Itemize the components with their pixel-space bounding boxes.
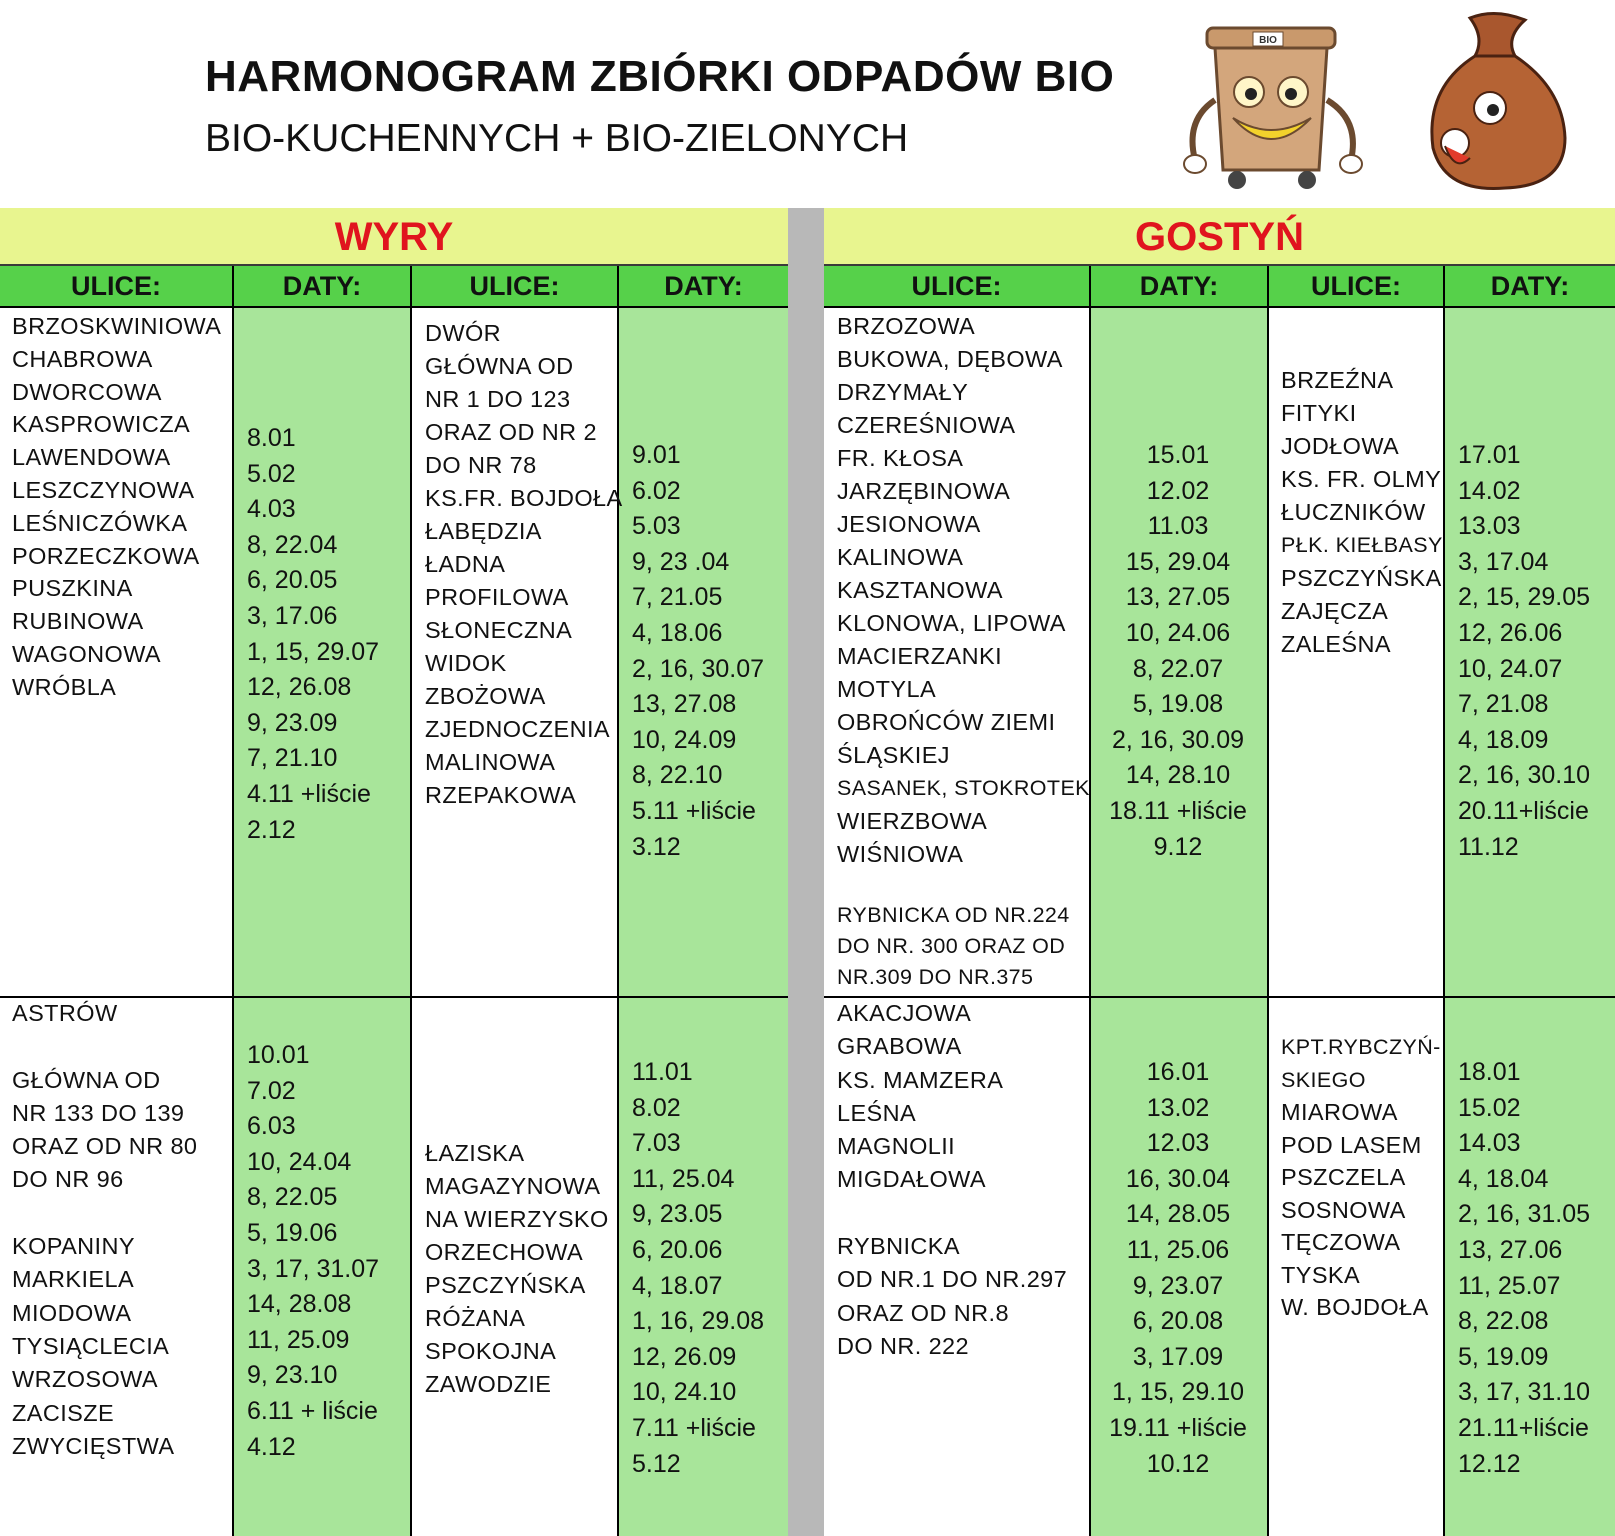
street-name: KS. FR. OLMY [1281,466,1442,492]
date-entry: 13.03 [1458,512,1521,541]
date-entry: 14.03 [1458,1129,1521,1158]
street-name: DO NR 96 [12,1166,124,1193]
date-entry: 10, 24.09 [632,725,737,754]
street-name: GŁÓWNA OD [12,1066,161,1093]
date-entry: 10.12 [1146,1449,1210,1478]
date-entry: 8, 22.08 [1458,1307,1549,1336]
date-entry: 2, 16, 30.07 [632,654,765,683]
date-entry: 6.11 + liście [247,1396,378,1425]
date-entry: 10, 24.06 [1125,618,1231,647]
date-entry: 5, 19.08 [1132,690,1224,719]
date-entry: 5.03 [632,512,681,541]
street-name: LEŚNICZÓWKA [12,509,188,536]
date-entry: 1, 16, 29.08 [632,1307,765,1336]
date-entry: 3, 17.09 [1132,1342,1224,1371]
street-name: CZEREŚNIOWA [837,412,1016,438]
date-entry: 7.03 [632,1129,681,1158]
date-entry: 14, 28.05 [1125,1200,1231,1229]
street-name: JODŁOWA [1281,433,1400,459]
street-name: ŁADNA [425,551,506,577]
street-name: ORZECHOWA [425,1239,584,1265]
date-entry: 11.01 [632,1058,693,1086]
date-entry: 14, 28.08 [247,1290,352,1319]
street-list [425,1137,609,1401]
date-entry: 8, 22.04 [247,530,338,559]
street-name: KS. MAMZERA [837,1066,1004,1093]
street-name: NR 1 DO 123 [425,386,571,412]
street-name: ZBOŻOWA [425,683,546,709]
street-name: WRZOSOWA [12,1366,158,1393]
date-entry: 2.12 [247,815,296,844]
page-title: HARMONOGRAM ZBIÓRKI ODPADÓW BIO [205,52,1115,101]
street-name: LEŚNA [837,1099,917,1126]
date-entry: 2, 16, 31.05 [1458,1200,1591,1229]
column-header-streets: ULICE: [1267,266,1443,306]
date-entry: 12.02 [1146,476,1210,505]
street-name: SPOKOJNA [425,1338,557,1364]
date-list [247,421,379,848]
street-name: W. BOJDOŁA [1281,1294,1429,1320]
street-name: CHABROWA [12,345,153,372]
date-entry: 4, 18.06 [632,618,723,647]
date-entry: 2, 15, 29.05 [1458,583,1591,612]
date-entry: 3, 17, 31.07 [247,1254,380,1283]
date-entry: 9, 23.07 [1132,1271,1224,1300]
street-name: OBROŃCÓW ZIEMI [837,709,1056,735]
date-entry: 16, 30.04 [1125,1164,1231,1193]
date-list [1089,1055,1267,1482]
street-name: ORAZ OD NR.8 [837,1299,1009,1326]
street-name: ASTRÓW [12,1000,118,1026]
date-entry: 13.02 [1146,1093,1210,1122]
date-list [247,1038,379,1465]
street-name: DRZYMAŁY [837,379,969,405]
street-name: RZEPAKOWA [425,782,577,808]
street-name: ORAZ OD NR 2 [425,419,597,445]
street-list [425,317,623,812]
street-name: DO NR 78 [425,452,537,478]
street-name: BUKOWA, DĘBOWA [837,346,1063,372]
date-entry: 17.01 [1458,441,1521,469]
column-header-dates: DATY: [1443,266,1615,306]
street-name: SKIEGO [1281,1067,1366,1092]
date-entry: 18.01 [1458,1058,1521,1086]
street-name: POD LASEM [1281,1131,1422,1158]
date-entry: 11.12 [1458,832,1519,861]
street-name: FITYKI [1281,400,1357,426]
date-entry: 15.02 [1458,1093,1521,1122]
date-entry: 1, 15, 29.10 [1111,1378,1245,1407]
street-name [12,1197,197,1230]
street-name: RYBNICKA OD NR.224 [837,903,1070,927]
column-header-streets: ULICE: [824,266,1089,306]
street-name: KS.FR. BOJDOŁA [425,485,623,511]
date-entry: 14.02 [1458,476,1521,505]
date-entry: 7, 21.08 [1458,690,1549,719]
street-name: RUBINOWA [12,608,144,635]
street-name: ORAZ OD NR 80 [12,1133,198,1160]
street-name: ŁUCZNIKÓW [1281,499,1426,525]
date-entry: 11, 25.09 [247,1325,350,1354]
street-name: MIODOWA [12,1299,132,1326]
street-name: TYSIĄCLECIA [12,1332,170,1359]
street-name [12,1030,197,1063]
street-name: NR 133 DO 139 [12,1099,185,1126]
street-name: JARZĘBINOWA [837,478,1011,504]
date-entry: 21.11+liście [1458,1413,1589,1442]
date-list [632,438,764,865]
street-list [1281,1031,1441,1324]
column-header-dates: DATY: [617,266,788,306]
street-name: KOPANINY [12,1233,135,1260]
street-name: ZWYCIĘSTWA [12,1432,175,1459]
date-entry: 10.01 [247,1041,310,1069]
date-entry: 13, 27.05 [1125,583,1231,612]
street-name: NR.309 DO NR.375 [837,965,1034,989]
date-entry: 7.02 [247,1076,296,1105]
street-name: DWÓR [425,320,502,346]
street-name: KPT.RYBCZYŃ- [1281,1035,1441,1059]
street-name: ŚLĄSKIEJ [837,742,950,768]
street-name: WAGONOWA [12,640,161,667]
date-entry: 11.03 [1147,512,1209,541]
street-name: DO NR. 300 ORAZ OD [837,934,1066,958]
street-name: WIERZBOWA [837,808,988,834]
date-entry: 8, 22.10 [632,761,723,790]
row-separator [0,264,788,266]
date-entry: 6, 20.08 [1132,1307,1224,1336]
street-list [1281,364,1443,661]
street-name: MARKIELA [12,1266,135,1293]
date-entry: 5, 19.09 [1458,1342,1549,1371]
street-name: MAGNOLII [837,1133,956,1160]
street-name: BRZOSKWINIOWA [12,313,222,339]
date-entry: 12, 26.08 [247,673,352,702]
street-name: KLONOWA, LIPOWA [837,610,1066,636]
street-name: MAGAZYNOWA [425,1173,601,1199]
date-entry: 12, 26.06 [1458,618,1563,647]
date-entry: 18.11 +liście [1109,796,1247,825]
street-name: MIAROWA [1281,1099,1398,1125]
date-entry: 3.12 [632,832,681,861]
date-entry: 10, 24.07 [1458,654,1563,683]
date-entry: 10, 24.10 [632,1378,737,1407]
date-entry: 9.12 [1153,832,1203,861]
street-name: NA WIERZYSKO [425,1206,609,1232]
street-name: DWORCOWA [12,378,162,405]
date-list [1458,1055,1590,1482]
date-entry: 7, 21.05 [632,583,723,612]
row-separator [824,264,1615,266]
street-name: ZAJĘCZA [1281,598,1389,624]
street-name: AKACJOWA [837,1000,972,1026]
region-header-wyry: WYRY [0,208,788,266]
date-entry: 4.03 [247,495,296,524]
date-entry: 19.11 +liście [1109,1413,1247,1442]
date-entry: 7, 21.10 [247,744,338,773]
date-entry: 8, 22.05 [247,1183,338,1212]
street-name: ZAWODZIE [425,1371,552,1397]
bin-label: BIO [1259,35,1277,46]
date-entry: 6, 20.06 [632,1235,723,1264]
date-entry: 4.11 +liście [247,779,371,808]
street-name: PROFILOWA [425,584,569,610]
street-name: PSZCZYŃSKA [1281,565,1442,591]
street-name: JESIONOWA [837,511,981,537]
date-entry: 13, 27.06 [1458,1235,1563,1264]
date-entry: 12.03 [1146,1129,1210,1158]
date-entry: 14, 28.10 [1125,761,1231,790]
date-entry: 9, 23 .04 [632,547,730,576]
street-name: PUSZKINA [12,575,133,602]
date-entry: 20.11+liście [1458,796,1589,825]
date-entry: 3, 17.06 [247,601,338,630]
date-entry: 6.03 [247,1112,296,1141]
column-header-streets: ULICE: [410,266,617,306]
street-list [12,997,197,1463]
street-list [12,310,221,704]
street-name: BRZEŹNA [1281,367,1394,393]
date-entry: 13, 27.08 [632,690,737,719]
date-entry: 5, 19.06 [247,1218,338,1247]
bio-bag-mascot [1415,8,1575,196]
date-entry: 5.11 +liście [632,796,756,825]
street-name: FR. KŁOSA [837,445,964,471]
date-entry: 4, 18.07 [632,1271,723,1300]
street-list [837,310,1090,871]
street-name: ŁAZISKA [425,1140,525,1166]
street-name: PSZCZYŃSKA [425,1272,586,1298]
page-subtitle: BIO-KUCHENNYCH + BIO-ZIELONYCH [205,117,909,160]
date-entry: 2, 16, 30.09 [1111,725,1245,754]
date-entry: 12.12 [1458,1449,1521,1478]
date-entry: 11, 25.06 [1126,1235,1230,1264]
column-header-dates: DATY: [1089,266,1267,306]
street-name: OD NR.1 DO NR.297 [837,1266,1068,1293]
street-list [837,997,1067,1363]
street-name: MOTYLA [837,676,937,702]
date-entry: 3, 17, 31.10 [1458,1378,1591,1407]
street-name: TYSKA [1281,1261,1361,1288]
date-entry: 5.12 [632,1449,681,1478]
street-note [837,900,1070,993]
column-header-streets: ULICE: [0,266,232,306]
street-name: WIDOK [425,650,507,676]
date-entry: 9, 23.09 [247,708,338,737]
region-header-gostyn: GOSTYŃ [824,208,1615,266]
date-entry: 8, 22.07 [1132,654,1224,683]
column-header-dates: DATY: [232,266,410,306]
region-divider [788,208,824,1536]
date-list [1458,438,1590,865]
street-name: GŁÓWNA OD [425,353,574,379]
street-name: KALINOWA [837,544,964,570]
street-name: RYBNICKA [837,1233,960,1260]
date-entry: 3, 17.04 [1458,547,1549,576]
date-entry: 4.12 [247,1432,296,1461]
date-entry: 15, 29.04 [1125,547,1231,576]
street-name: PSZCZELA [1281,1164,1406,1190]
date-entry: 6.02 [632,476,681,505]
street-name: KASPROWICZA [12,411,191,438]
street-name: RÓŻANA [425,1305,526,1331]
date-entry: 10, 24.04 [247,1147,352,1176]
date-entry: 8.02 [632,1093,681,1122]
street-name: SŁONECZNA [425,617,573,643]
date-entry: 6, 20.05 [247,566,338,595]
date-entry: 2, 16, 30.10 [1458,761,1591,790]
street-name: GRABOWA [837,1033,962,1060]
street-name: KASZTANOWA [837,577,1003,603]
street-name: LESZCZYNOWA [12,476,195,503]
street-name [837,1197,1067,1230]
street-name: SOSNOWA [1281,1196,1406,1223]
street-name: PŁK. KIEŁBASY [1281,533,1443,557]
date-entry: 12, 26.09 [632,1342,737,1371]
street-name: WRÓBLA [12,673,117,700]
street-name: BRZOZOWA [837,313,976,339]
date-entry: 9.01 [632,441,681,469]
street-name: ZJEDNOCZENIA [425,716,610,742]
street-name: TĘCZOWA [1281,1229,1401,1255]
street-name: MACIERZANKI [837,643,1002,669]
date-list [632,1055,764,1482]
street-name: SASANEK, STOKROTEK [837,776,1090,800]
date-entry: 11, 25.07 [1458,1271,1561,1300]
street-name: PORZECZKOWA [12,542,200,569]
street-name: ŁABĘDZIA [425,518,542,544]
date-list [1089,438,1267,865]
date-entry: 16.01 [1146,1058,1210,1086]
date-entry: 9, 23.10 [247,1361,338,1390]
date-entry: 8.01 [247,424,296,452]
date-entry: 5.02 [247,459,296,488]
date-entry: 15.01 [1146,441,1210,469]
date-entry: 7.11 +liście [632,1413,756,1442]
street-name: MALINOWA [425,749,556,775]
date-entry: 1, 15, 29.07 [247,637,380,666]
street-name: WIŚNIOWA [837,841,964,867]
date-entry: 11, 25.04 [632,1164,735,1193]
date-entry: 4, 18.09 [1458,725,1549,754]
street-name: MIGDAŁOWA [837,1166,986,1193]
street-name: LAWENDOWA [12,444,171,471]
street-name: ZACISZE [12,1399,115,1426]
street-name: ZALEŚNA [1281,631,1391,657]
street-name: DO NR. 222 [837,1332,969,1359]
date-entry: 4, 18.04 [1458,1164,1549,1193]
date-entry: 9, 23.05 [632,1200,723,1229]
bio-bin-mascot [1175,10,1375,198]
